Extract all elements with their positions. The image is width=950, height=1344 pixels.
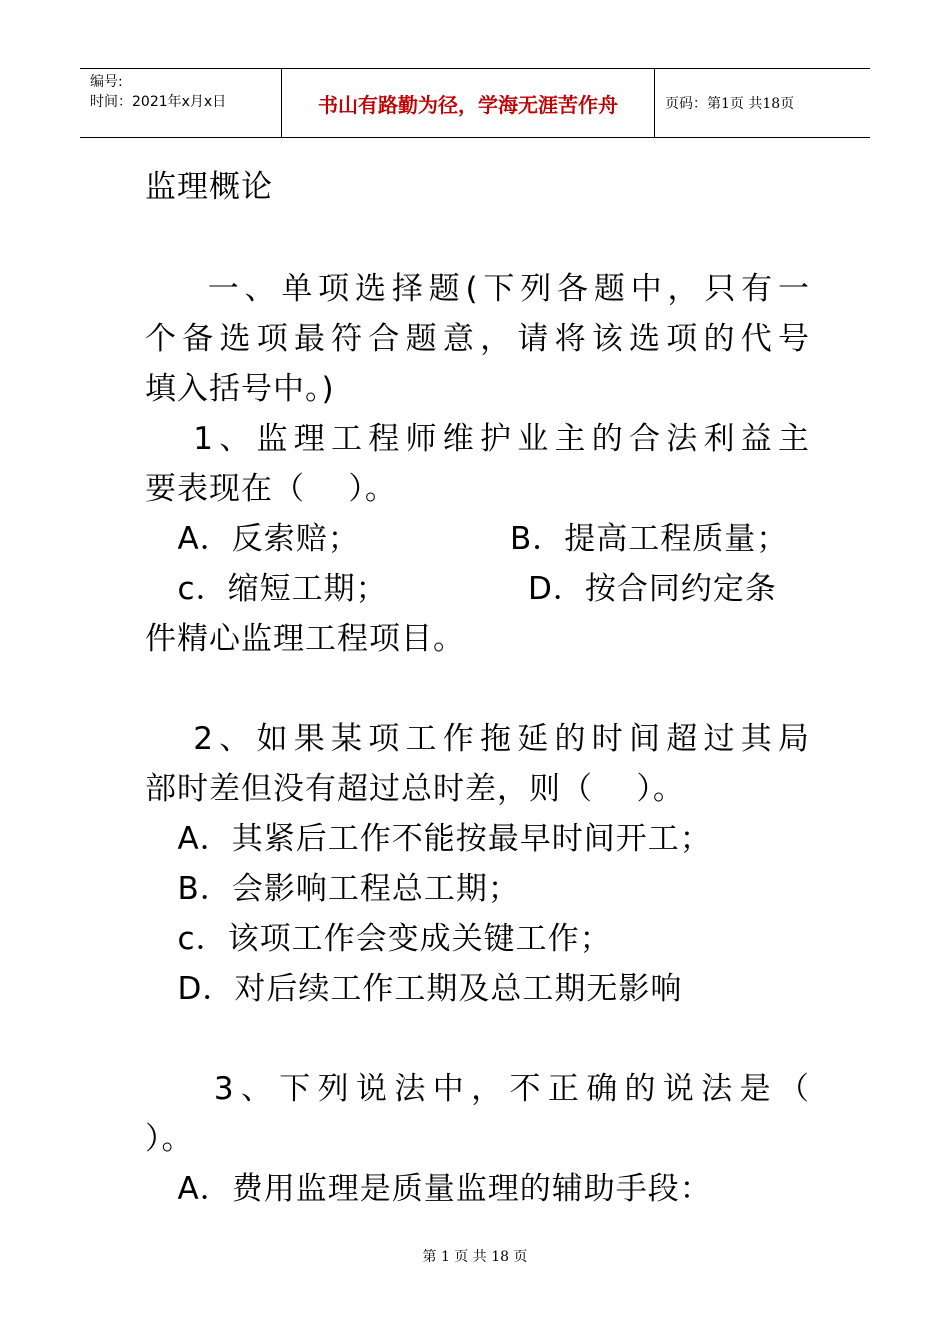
question-1-option-d-cont: 件精心监理工程项目。 bbox=[145, 621, 465, 657]
header-page-label: 页码：第1页 共18页 bbox=[665, 96, 795, 112]
question-2-option-b: B．会影响工程总工期； bbox=[145, 871, 520, 907]
question-1-line: 1、监理工程师维护业主的合法利益主 bbox=[145, 421, 810, 457]
question-3-line: ）。 bbox=[145, 1121, 194, 1157]
header-motto: 书山有路勤为径，学海无涯苦作舟 bbox=[282, 69, 655, 137]
header-meta bbox=[80, 69, 282, 137]
document-body bbox=[145, 160, 810, 1214]
question-1-option-a: A．反索赔； bbox=[145, 521, 360, 557]
doc-number-label: 编号: bbox=[90, 74, 123, 90]
page-footer: 第 1 页 共 18 页 bbox=[422, 1249, 528, 1265]
question-2-line: 部时差但没有超过总时差，则（ ）。 bbox=[145, 771, 685, 807]
question-2-option-c: c．该项工作会变成关键工作； bbox=[145, 921, 612, 957]
doc-time-label: 时间：2021年x月x日 bbox=[90, 94, 227, 110]
question-2-option-d: D．对后续工作工期及总工期无影响 bbox=[145, 971, 683, 1007]
question-2-option-a: A．其紧后工作不能按最早时间开工； bbox=[145, 821, 712, 857]
question-1-options-cd bbox=[145, 564, 810, 614]
question-1-option-b: B．提高工程质量； bbox=[510, 521, 789, 557]
question-1-option-d: D．按合同约定条 bbox=[528, 571, 777, 607]
question-3-option-a: A．费用监理是质量监理的辅助手段： bbox=[145, 1171, 712, 1207]
section-heading-line: 个备选项最符合题意，请将该选项的代号 bbox=[145, 321, 810, 357]
question-1-line: 要表现在（ ）。 bbox=[145, 471, 397, 507]
question-3-line: 3、下列说法中，不正确的说法是（ bbox=[145, 1071, 810, 1107]
section-heading-line: 填入括号中。) bbox=[145, 371, 335, 407]
question-2-line: 2、如果某项工作拖延的时间超过其局 bbox=[145, 721, 810, 757]
question-1-option-c: c．缩短工期； bbox=[145, 571, 388, 607]
question-1-options-ab bbox=[145, 514, 810, 564]
page-header bbox=[80, 68, 870, 138]
doc-title: 监理概论 bbox=[145, 169, 273, 205]
section-heading-line: 一、单项选择题(下列各题中，只有一 bbox=[145, 271, 810, 307]
